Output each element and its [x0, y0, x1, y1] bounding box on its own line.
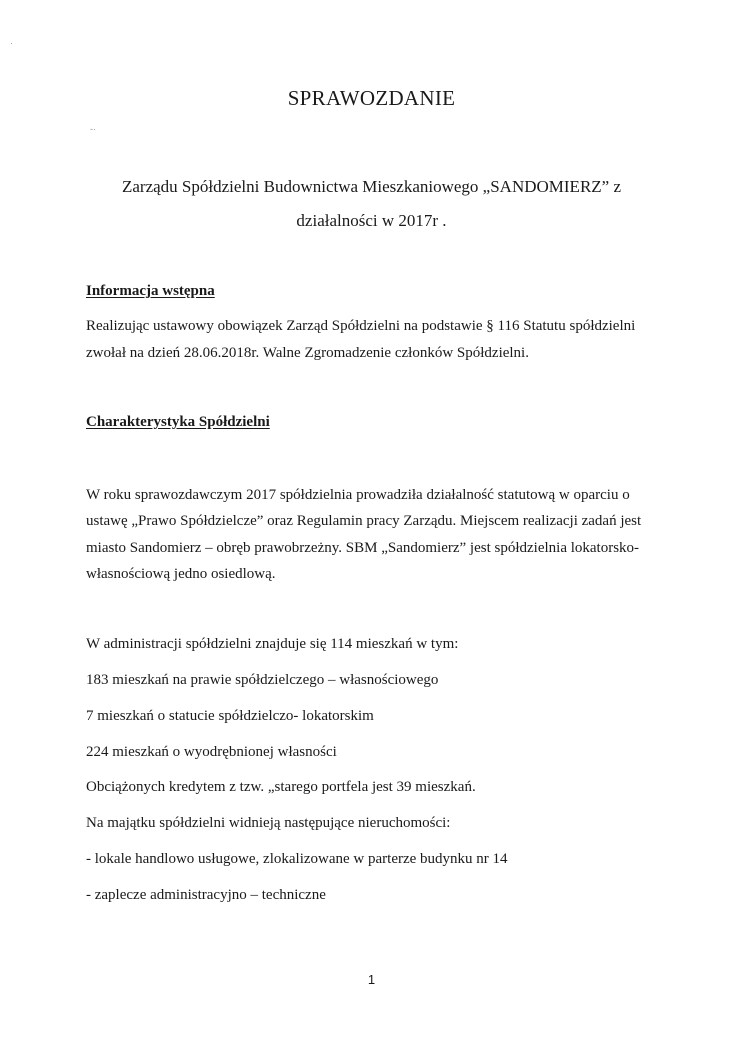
list-item: W administracji spółdzielni znajduje się 114 mieszkań w tym: — [86, 636, 459, 652]
paragraph-line: własnościową jedno osiedlową. — [86, 566, 276, 582]
scan-speck: · — [10, 38, 13, 48]
list-item: Na majątku spółdzielni widnieją następujące nieruchomości: — [86, 815, 451, 831]
list-item: - lokale handlowo usługowe, zlokalizowane w parterze budynku nr 14 — [86, 851, 508, 867]
paragraph-line: zwołał na dzień 28.06.2018r. Walne Zgromadzenie członków Spółdzielni. — [86, 345, 529, 361]
list-item: 7 mieszkań o statucie spółdzielczo- lokatorskim — [86, 708, 374, 724]
list-item: Obciążonych kredytem z tzw. „starego portfela jest 39 mieszkań. — [86, 779, 476, 795]
paragraph-line: miasto Sandomierz – obręb prawobrzeżny. SBM „Sandomierz” jest spółdzielnia lokatorsko- — [86, 540, 640, 556]
section-heading-intro: Informacja wstępna — [86, 283, 215, 299]
document-subtitle — [80, 170, 663, 238]
section-heading-characteristics: Charakterystyka Spółdzielni — [86, 414, 270, 430]
paragraph-line: Realizując ustawowy obowiązek Zarząd Spółdzielni na podstawie § 116 Statutu spółdzielni — [86, 318, 636, 334]
paragraph-line: W roku sprawozdawczym 2017 spółdzielnia prowadziła działalność statutową w oparciu o — [86, 487, 630, 503]
scan-speck: -· — [90, 124, 96, 134]
document-title: SPRAWOZDANIE — [287, 86, 456, 110]
subtitle-line: działalności w 2017r . — [296, 211, 447, 230]
list-item: 224 mieszkań o wyodrębnionej własności — [86, 744, 337, 760]
subtitle-line: Zarządu Spółdzielni Budownictwa Mieszkaniowego „SANDOMIERZ” z — [121, 177, 622, 196]
paragraph-line: ustawę „Prawo Spółdzielcze” oraz Regulamin pracy Zarządu. Miejscem realizacji zadań jest — [86, 513, 642, 529]
page-number: 1 — [367, 972, 376, 987]
list-item: 183 mieszkań na prawie spółdzielczego – własnościowego — [86, 672, 439, 688]
list-item: - zaplecze administracyjno – techniczne — [86, 887, 326, 903]
